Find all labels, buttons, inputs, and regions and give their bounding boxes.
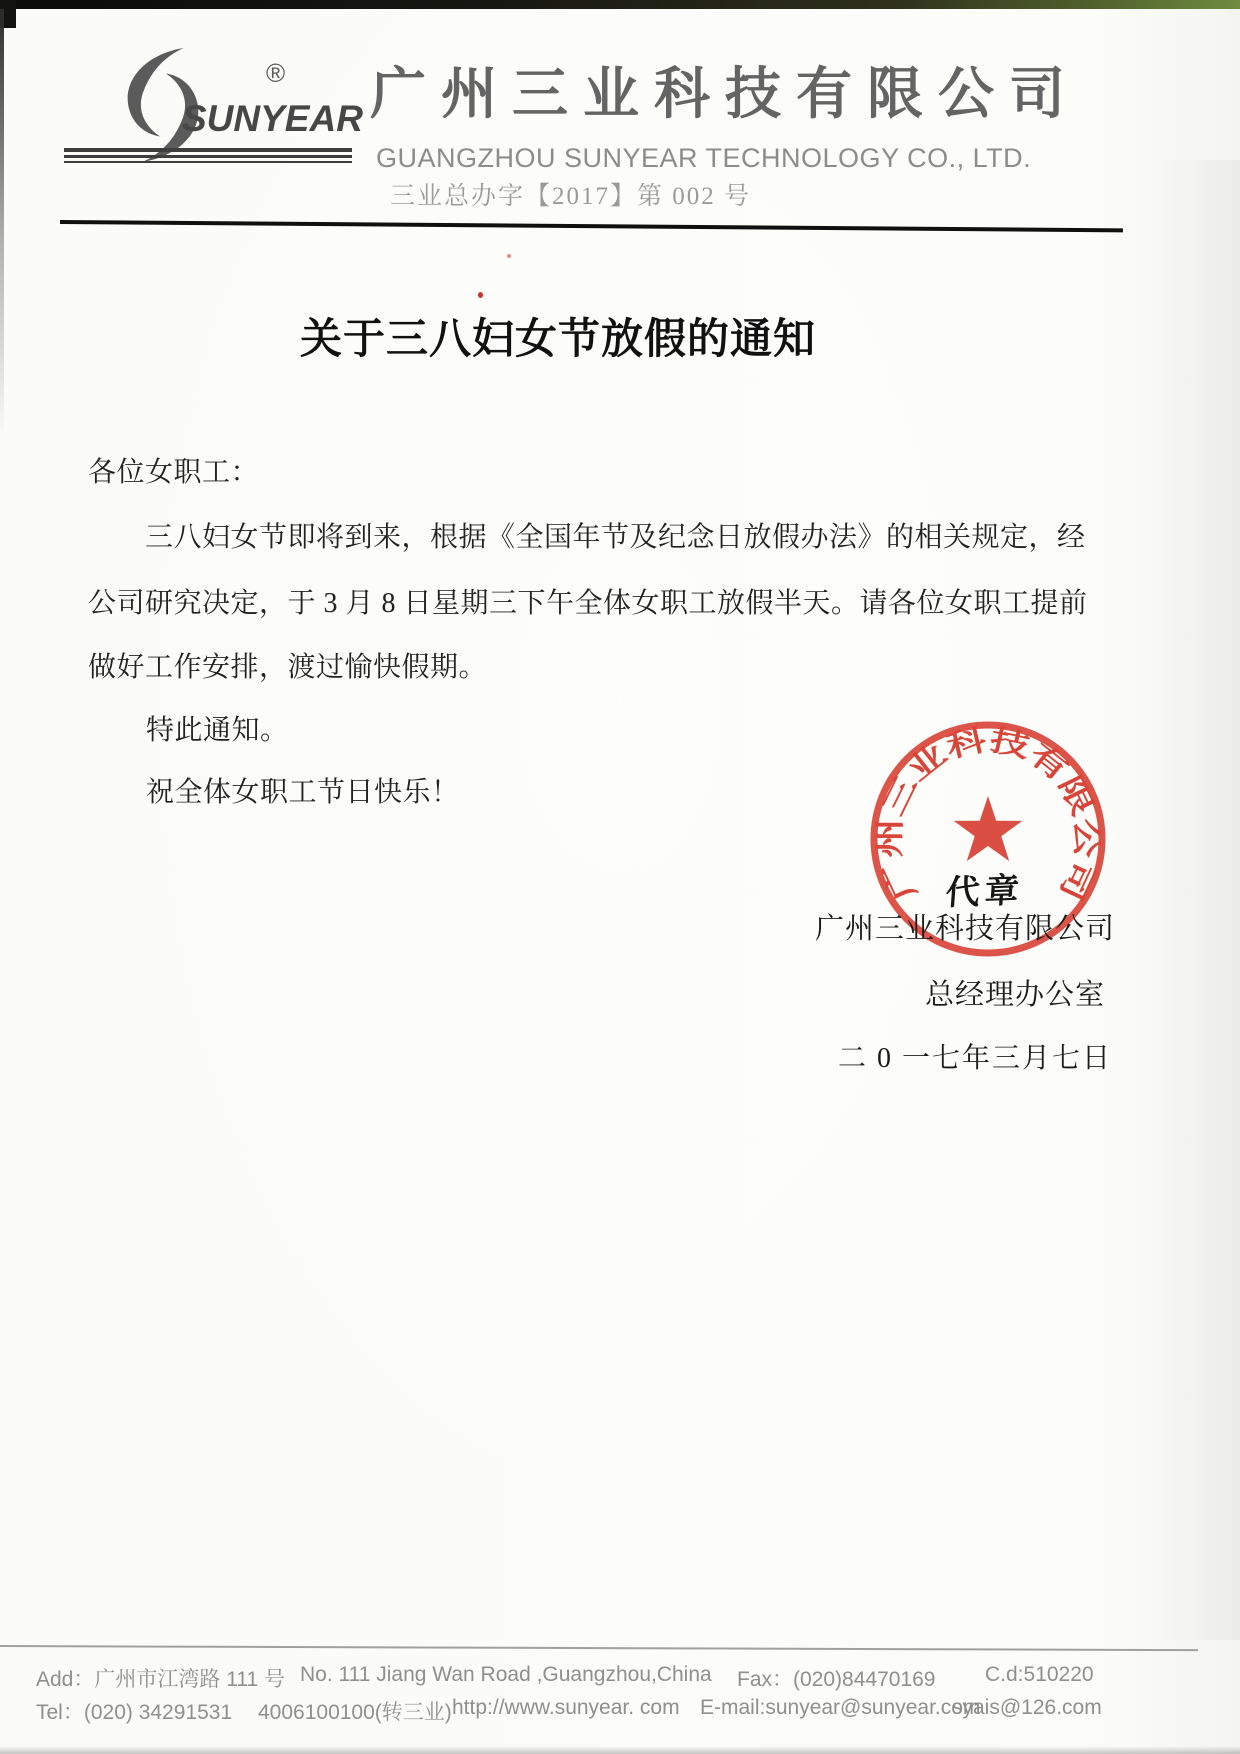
footer-address-en: No. 111 Jiang Wan Road ,Guangzhou,China — [300, 1663, 712, 1686]
footer-fax: Fax：(020)84470169 — [737, 1668, 936, 1691]
footer-website: http://www.sunyear. com — [452, 1696, 680, 1719]
footer-email-primary: E-mail:sunyear@sunyear.com — [700, 1696, 981, 1719]
logo-underline — [64, 155, 352, 158]
footer-address-cn: Add：广州市江湾路 111 号 — [36, 1668, 285, 1691]
logo-underline — [64, 161, 352, 163]
wish-line: 祝全体女职工节日快乐！ — [146, 777, 460, 808]
body-line: 三八妇女节即将到来，根据《全国年节及纪念日放假办法》的相关规定，经 — [145, 522, 1086, 553]
handwritten-seal-note: 代章 — [944, 872, 1025, 913]
closing-line: 特此通知。 — [146, 715, 289, 746]
notice-title: 关于三八妇女节放假的通知 — [300, 317, 817, 363]
signature-date: 二 0 一七年三月七日 — [837, 1043, 1112, 1074]
header-divider — [60, 220, 1123, 232]
signature-company: 广州三业科技有限公司 — [814, 913, 1115, 945]
footer-postal-code: C.d:510220 — [985, 1663, 1094, 1686]
footer-tel-ext: 4006100100(转三业) — [258, 1701, 452, 1724]
salutation-line: 各位女职工： — [88, 457, 260, 488]
body-line: 做好工作安排，渡过愉快假期。 — [88, 652, 488, 683]
scan-edge-top — [0, 0, 1240, 9]
logo-underline — [64, 148, 352, 152]
company-name-cn: 广州三业科技有限公司 — [370, 64, 1080, 126]
red-ink-speck — [478, 292, 483, 298]
scan-shade-right — [1145, 160, 1240, 1640]
document-number: 三业总办字【2017】第 002 号 — [390, 183, 752, 210]
body-line: 公司研究决定，于 3 月 8 日星期三下午全体女职工放假半天。请各位女职工提前 — [88, 588, 1088, 619]
company-name-en: GUANGZHOU SUNYEAR TECHNOLOGY CO., LTD. — [376, 143, 1032, 173]
registered-trademark-icon: ® — [266, 58, 286, 88]
scan-edge-left — [0, 9, 4, 439]
footer-divider — [0, 1645, 1198, 1651]
signature-office: 总经理办公室 — [924, 979, 1105, 1011]
scan-edge-bottom — [0, 1746, 1240, 1754]
footer-email-secondary: syais@126.com — [952, 1696, 1102, 1719]
seal-ring-text: 广州三业科技有限公司 — [873, 723, 1103, 906]
logo-wordmark: SUNYEAR — [182, 98, 363, 139]
footer-tel: Tel：(020) 34291531 — [36, 1701, 233, 1724]
red-ink-speck — [507, 254, 511, 258]
star-icon — [954, 796, 1022, 861]
